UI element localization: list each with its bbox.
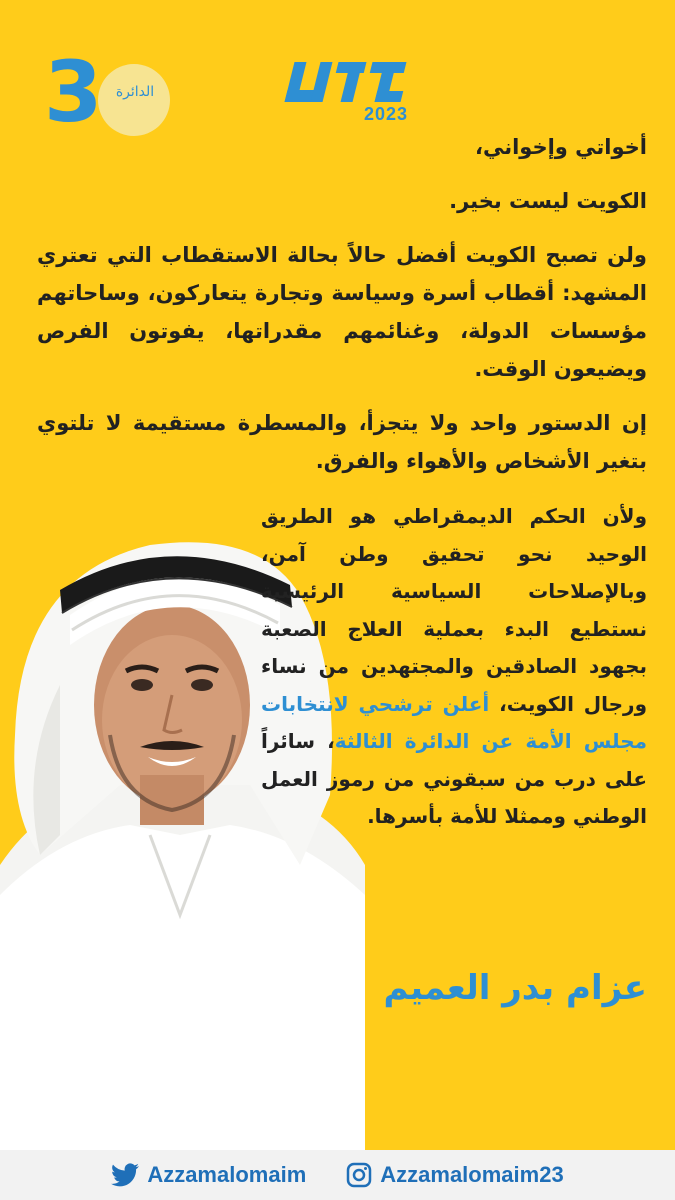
paragraph-1: الكويت ليست بخير.	[449, 189, 647, 213]
twitter-bird-icon	[111, 1163, 139, 1187]
campaign-logo-mark	[282, 56, 414, 106]
paragraph-4-end: ، سائراً على درب من سبقوني من رموز العمل الوطني وممثلا للأمة بأسرها.	[261, 729, 647, 828]
district-word: الدائرة	[115, 84, 155, 100]
district-circle	[98, 64, 170, 136]
district-number: 3	[44, 43, 103, 141]
greeting: أخواتي وإخواني،	[475, 135, 647, 159]
paragraph-3: إن الدستور واحد ولا يتجزأ، والمسطرة مستقيمة لا تلتوي بتغير الأشخاص والأهواء والفرق.	[37, 411, 647, 473]
paragraph-4-start: ولأن الحكم الديمقراطي هو الطريق الوحيد نحو تحقيق وطن آمن، وبالإصلاحات السياسية الرئيسية نستطيع البدء بعملية العلاج الصعبة بجهود الصادقين والمجتهدين من نساء ورجال الكويت،	[261, 504, 648, 716]
instagram-handle: Azzamalomaim23	[380, 1162, 564, 1187]
statement-text	[37, 128, 647, 496]
logo-year: 2023	[363, 104, 408, 124]
district-badge	[44, 43, 164, 141]
paragraph-4	[261, 498, 647, 836]
candidacy-announcement: أعلن ترشحي لانتخابات مجلس الأمة عن الدائرة الثالثة	[261, 691, 647, 753]
twitter-handle: Azzamalomaim	[147, 1162, 307, 1187]
campaign-logo	[282, 56, 414, 128]
paragraph-2: ولن تصبح الكويت أفضل حالاً بحالة الاستقطاب التي تعتري المشهد: أقطاب أسرة وسياسة وتجارة يتعاركون، وساحاتهم مؤسسات الدولة، وغنائمهم مقدراتها، يفوتون الفرص ويضيعون الوقت.	[37, 243, 647, 381]
social-footer	[0, 1150, 675, 1200]
instagram-icon	[346, 1162, 372, 1188]
instagram-link[interactable]	[346, 1162, 563, 1188]
twitter-link[interactable]	[111, 1162, 306, 1188]
candidate-name: عزام بدر العميم	[383, 968, 647, 1008]
